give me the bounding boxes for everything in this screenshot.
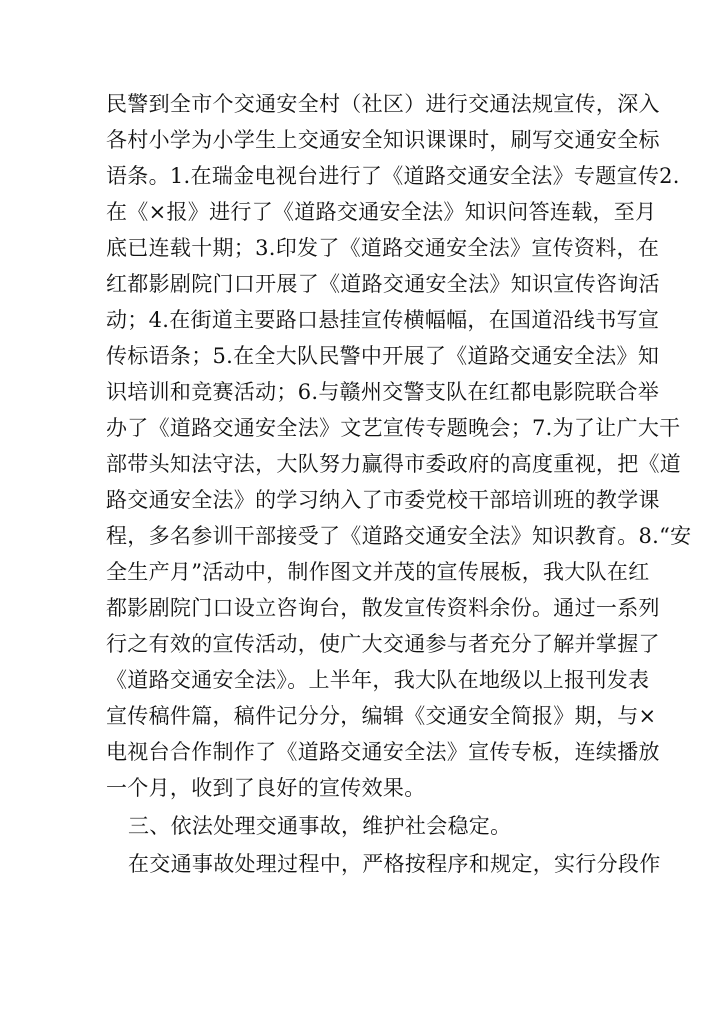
- paragraph-line: 动；4.在街道主要路口悬挂宣传横幅幅，在国道沿线书写宣: [106, 308, 660, 332]
- paragraph-line: 全生产月”活动中，制作图文并茂的宣传展板，我大队在红: [106, 560, 650, 584]
- paragraph-line: 民警到全市个交通安全村（社区）进行交通法规宣传，深入: [106, 92, 660, 116]
- paragraph-line: 底已连载十期；3.印发了《道路交通安全法》宣传资料，在: [106, 236, 660, 260]
- paragraph-line: 都影剧院门口设立咨询台，散发宣传资料余份。通过一系列: [106, 596, 660, 620]
- paragraph-line: 办了《道路交通安全法》文艺宣传专题晚会；7.为了让广大干: [106, 416, 681, 440]
- paragraph-line: 在交通事故处理过程中，严格按程序和规定，实行分段作: [128, 852, 661, 876]
- paragraph-line: 程，多名参训干部接受了《道路交通安全法》知识教育。8.“安: [106, 524, 692, 548]
- paragraph-line: 宣传稿件篇，稿件记分分，编辑《交通安全简报》期，与×: [106, 704, 657, 728]
- paragraph-line: 一个月，收到了良好的宣传效果。: [106, 776, 426, 800]
- paragraph-line: 传标语条；5.在全大队民警中开展了《道路交通安全法》知: [106, 344, 660, 368]
- paragraph-line: 《道路交通安全法》。上半年，我大队在地级以上报刊发表: [106, 668, 650, 692]
- paragraph-line: 各村小学为小学生上交通安全知识课课时，刷写交通安全标: [106, 128, 660, 152]
- paragraph-line: 部带头知法守法，大队努力赢得市委政府的高度重视，把《道: [106, 452, 682, 476]
- paragraph-line: 在《×报》进行了《道路交通安全法》知识问答连载，至月: [106, 200, 657, 224]
- paragraph-line: 识培训和竞赛活动；6.与赣州交警支队在红都电影院联合举: [106, 380, 660, 404]
- paragraph-line: 电视台合作制作了《道路交通安全法》宣传专板，连续播放: [106, 740, 660, 764]
- section-heading: 三、依法处理交通事故，维护社会稳定。: [128, 814, 512, 838]
- paragraph-line: 语条。1.在瑞金电视台进行了《道路交通安全法》专题宣传2.: [106, 164, 680, 188]
- paragraph-line: 行之有效的宣传活动，使广大交通参与者充分了解并掌握了: [106, 632, 660, 656]
- paragraph-line: 路交通安全法》的学习纳入了市委党校干部培训班的教学课: [106, 488, 660, 512]
- paragraph-line: 红都影剧院门口开展了《道路交通安全法》知识宣传咨询活: [106, 272, 660, 296]
